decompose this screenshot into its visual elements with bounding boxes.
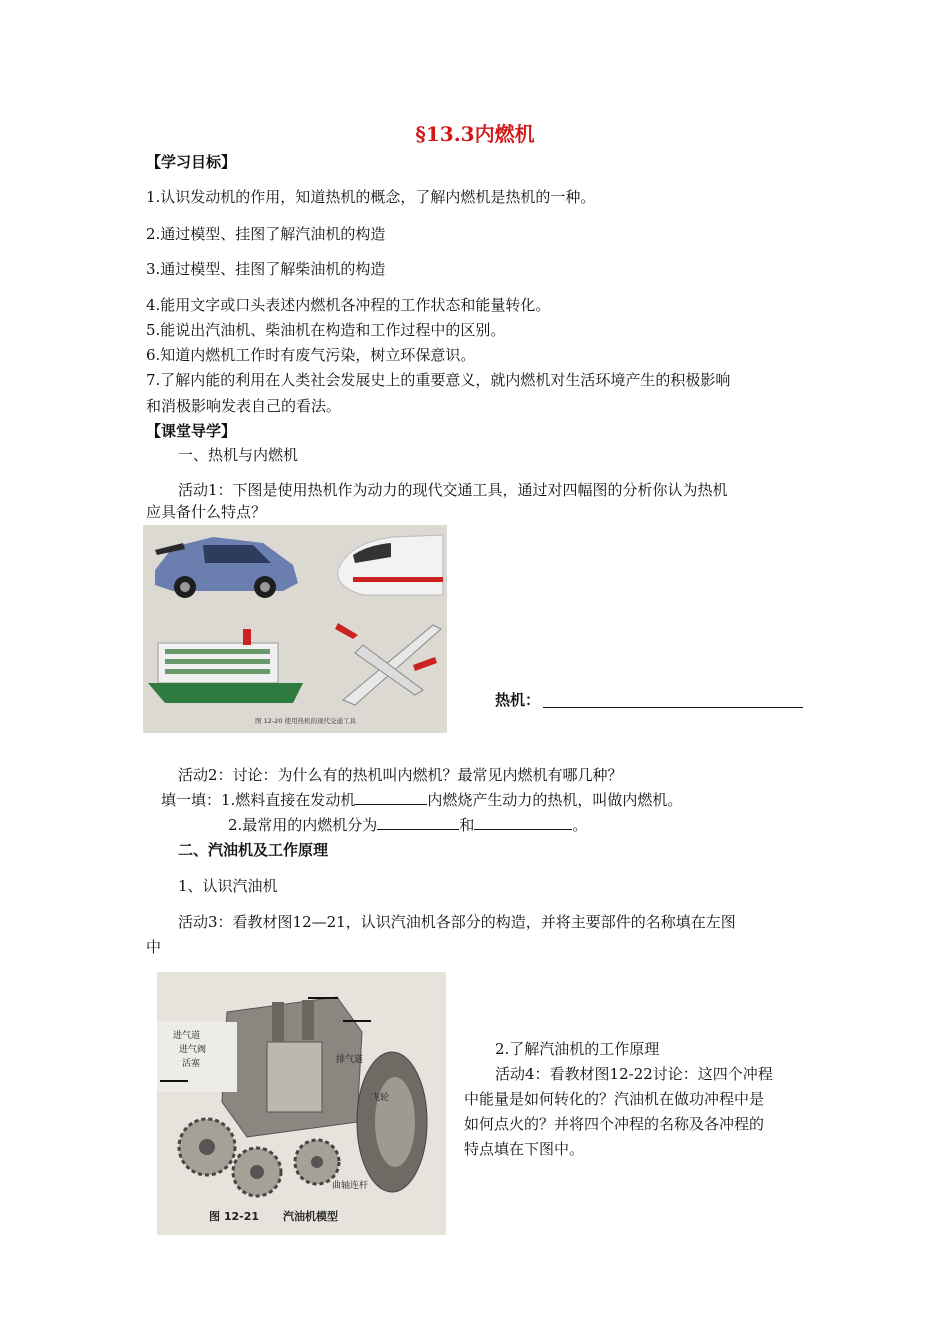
fill-blank [355,790,427,805]
label-intake-valve: 进气阀 [179,1045,207,1055]
label-line [343,1020,371,1022]
goal-item: 和消极影响发表自己的看法。 [146,397,342,415]
fill1-text: 填一填：1.燃料直接在发动机 [161,791,356,809]
goal-item: 3.通过模型、挂图了解柴油机的构造 [146,260,386,278]
fill2-text: 和 [459,816,475,834]
goal-item: 7.了解内能的利用在人类社会发展史上的重要意义，就内燃机对生活环境产生的积极影响 [146,371,731,389]
page-title: §13.3内燃机 [415,122,535,146]
sub-heading: 1、认识汽油机 [178,877,278,895]
engine-figure [157,972,446,1235]
label-flywheel: 飞轮 [371,1093,390,1103]
heat-engine-label: 热机： [495,691,541,709]
goal-item: 1.认识发动机的作用，知道热机的概念，了解内燃机是热机的一种。 [146,188,596,206]
activity1-text: 活动1：下图是使用热机作为动力的现代交通工具，通过对四幅图的分析你认为热机 [178,481,728,499]
label-piston: 活塞 [182,1059,201,1069]
label-exhaust-port: 排气道 [336,1055,364,1065]
fill-question-2 [228,815,587,835]
label-intake-port: 进气道 [173,1031,201,1041]
figure1-caption: 图 12-20 使用热机的现代交通工具 [255,717,357,725]
fill-question-1 [161,790,682,810]
activity4-text: 活动4：看教材图12-22讨论：这四个冲程 [495,1065,773,1083]
label-crank-rod: 曲轴连杆 [332,1181,369,1191]
goal-item: 2.通过模型、挂图了解汽油机的构造 [146,225,386,243]
activity1-text: 应具备什么特点？ [146,503,267,521]
part2-heading: 二、汽油机及工作原理 [178,841,329,859]
activity3-text: 中 [146,938,162,956]
goal-item: 4.能用文字或口头表述内燃机各冲程的工作状态和能量转化。 [146,296,551,314]
figure2-caption-text: 汽油机模型 [283,1210,338,1223]
transport-figure [143,525,447,733]
activity4-text: 如何点火的？并将四个冲程的名称及各冲程的 [464,1115,765,1133]
fill2-text: 。 [572,816,588,834]
activity4-text: 中能量是如何转化的？汽油机在做功冲程中是 [464,1090,765,1108]
goal-item: 6.知道内燃机工作时有废气污染，树立环保意识。 [146,346,476,364]
activity4-text: 特点填在下图中。 [464,1140,585,1158]
activity3-text: 活动3：看教材图12—21，认识汽油机各部分的构造，并将主要部件的名称填在左图 [178,913,736,931]
figure2-caption-number: 图 12-21 [209,1210,260,1223]
answer-line [543,707,803,708]
section-goals-heading: 【学习目标】 [146,153,237,171]
transport-illustration [143,525,447,733]
part1-heading: 一、热机与内燃机 [178,446,299,464]
activity2-text: 活动2：讨论：为什么有的热机叫内燃机？最常见内燃机有哪几种？ [178,766,623,784]
goal-item: 5.能说出汽油机、柴油机在构造和工作过程中的区别。 [146,321,506,339]
section-guide-heading: 【课堂导学】 [146,422,237,440]
fill-blank [474,815,572,830]
fill1-text: 内燃烧产生动力的热机，叫做内燃机。 [427,791,683,809]
fill-blank [377,815,459,830]
sub-heading: 2.了解汽油机的工作原理 [495,1040,660,1058]
label-line [160,1080,188,1082]
engine-illustration [157,972,446,1235]
fill2-text: 2.最常用的内燃机分为 [228,816,378,834]
label-line [308,997,338,999]
